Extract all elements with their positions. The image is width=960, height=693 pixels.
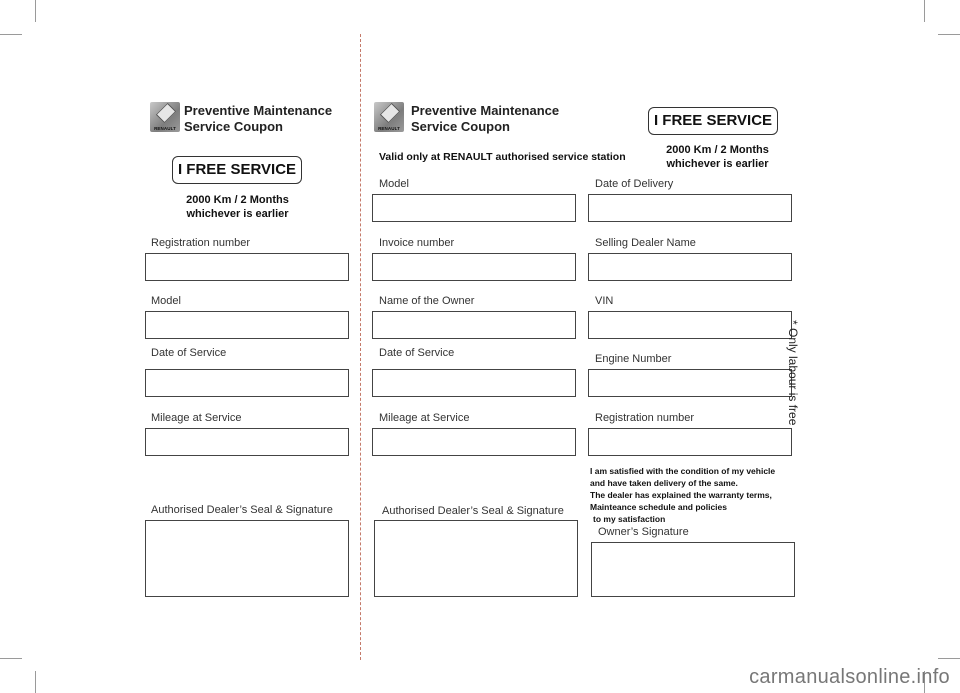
field-label: Mileage at Service [151,412,242,424]
crop-mark [0,658,22,659]
date-of-service-field[interactable] [372,369,576,397]
validity-note: Valid only at RENAULT authorised service station [379,151,626,163]
field-label: Date of Delivery [595,178,674,190]
field-label: Engine Number [595,353,672,365]
owner-name-field[interactable] [372,311,576,339]
field-label: Model [379,178,409,190]
free-service-badge: I FREE SERVICE [172,156,302,184]
field-label: Owner’s Signature [598,526,689,538]
selling-dealer-field[interactable] [588,253,792,281]
owner-statement: I am satisfied with the condition of my vehicle and have taken delivery of the same. The dealer has explained the warranty terms, Mainteance schedule and policies to my satisfaction [590,466,776,524]
free-service-badge: I FREE SERVICE [648,107,778,135]
coupon-title: Preventive Maintenance Service Coupon [184,103,333,134]
field-label: Model [151,295,181,307]
date-of-service-field[interactable] [145,369,349,397]
registration-number-field[interactable] [588,428,792,456]
service-interval: 2000 Km / 2 Months whichever is earlier [666,144,769,170]
service-interval: 2000 Km / 2 Months whichever is earlier [186,194,289,220]
cut-line [360,34,361,660]
renault-logo: RENAULT [150,102,180,132]
crop-mark [35,671,36,693]
dealer-seal-signature-box[interactable] [374,520,578,597]
field-label: Registration number [595,412,695,424]
mileage-field[interactable] [145,428,349,456]
field-label: Authorised Dealer’s Seal & Signature [382,505,564,517]
crop-mark [938,34,960,35]
field-label: Name of the Owner [379,295,475,307]
coupon-title: Preventive Maintenance Service Coupon [411,103,560,134]
vin-field[interactable] [588,311,792,339]
model-field[interactable] [372,194,576,222]
engine-number-field[interactable] [588,369,792,397]
registration-number-field[interactable] [145,253,349,281]
model-field[interactable] [145,311,349,339]
field-label: VIN [595,295,614,307]
crop-mark [924,0,925,22]
field-label: Registration number [151,237,251,249]
crop-mark [938,658,960,659]
owner-signature-box[interactable] [591,542,795,597]
date-of-delivery-field[interactable] [588,194,792,222]
field-label: Date of Service [379,347,455,359]
watermark: carmanualsonline.info [749,666,950,688]
field-label: Authorised Dealer’s Seal & Signature [151,504,333,516]
dealer-seal-signature-box[interactable] [145,520,349,597]
field-label: Mileage at Service [379,412,470,424]
field-label: Selling Dealer Name [595,237,696,249]
side-note: * Only labour is free [786,320,800,426]
crop-mark [0,34,22,35]
crop-mark [35,0,36,22]
invoice-number-field[interactable] [372,253,576,281]
mileage-field[interactable] [372,428,576,456]
field-label: Invoice number [379,237,455,249]
renault-logo: RENAULT [374,102,404,132]
field-label: Date of Service [151,347,227,359]
